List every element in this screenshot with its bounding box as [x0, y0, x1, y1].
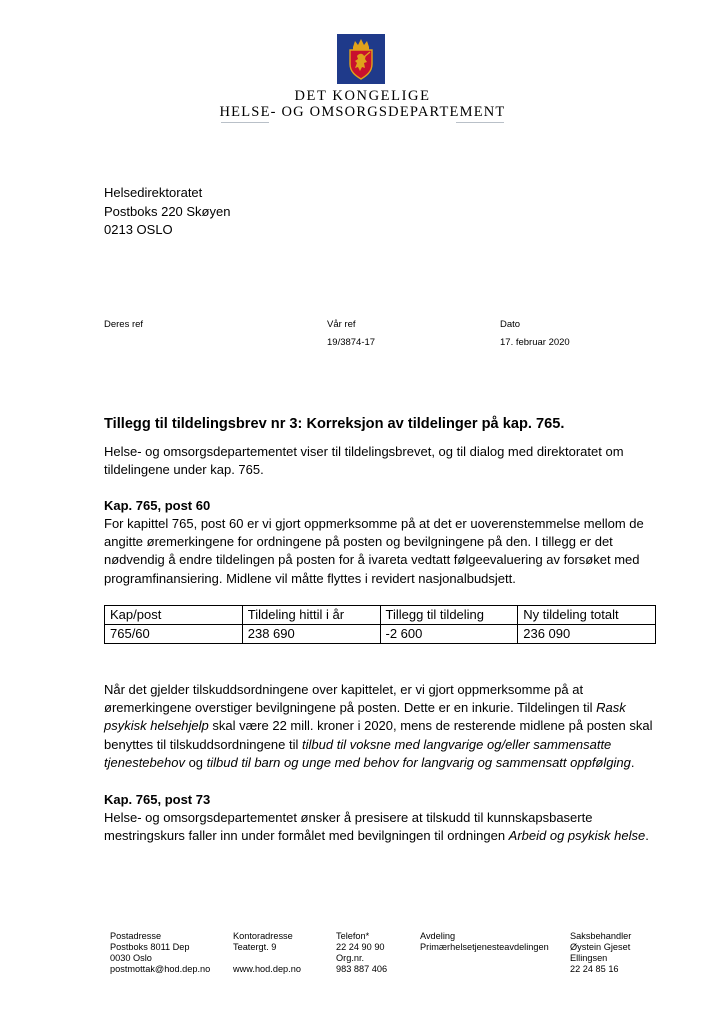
text-run: og — [184, 754, 207, 770]
footer-email: postmottak@hod.dep.no — [110, 964, 211, 974]
text-run: Når det gjelder tilskuddsordningene over kapittelet, er vi gjort oppmerksomme på at øremerkingene overstiger bevilgningene på posten. Dette er en inkurie. Tildelingen til — [104, 682, 597, 716]
footer-label: Saksbehandler — [570, 931, 632, 941]
deres-ref-label: Deres ref — [104, 319, 144, 330]
footer-line: 983 887 406 — [336, 964, 388, 974]
footer-website: www.hod.dep.no — [233, 964, 301, 974]
recipient-name: Helsedirektoratet — [104, 185, 203, 200]
recipient-city: 0213 OSLO — [104, 222, 173, 237]
text-run: . — [645, 828, 649, 844]
section-heading-post-73: Kap. 765, post 73 — [104, 792, 211, 807]
dato-value: 17. februar 2020 — [500, 337, 570, 348]
table-row — [105, 625, 656, 644]
table-header-cell: Tillegg til tildeling — [380, 606, 518, 625]
text-run: Helse- og omsorgsdepartementet ønsker å presisere at tilskudd til kunnskapsbaserte mestringskurs faller inn under formålet med bevilgningen til ordningen — [104, 810, 593, 844]
table-cell: -2 600 — [380, 625, 518, 644]
footer-line: 0030 Oslo — [110, 953, 152, 963]
section-text-post-60: For kapittel 765, post 60 er vi gjort oppmerksomme på at det er uoverenstemmelse mellom de angitte øremerkingene for ordningene på posten og bevilgningene på den. I tillegg er det nødvendig å endre tildelingen på posten for å ivareta vedtatt følgeevaluering av forsøket med programfinansiering. Midlene vil måtte flyttes i revidert nasjonalbudsjett. — [104, 516, 644, 586]
header-rule-left — [221, 122, 269, 123]
table-header-cell: Ny tildeling totalt — [518, 606, 656, 625]
intro-paragraph: Helse- og omsorgsdepartementet viser til tildelingsbrevet, og til dialog med direktoratet om tildelingene under kap. 765. — [104, 444, 624, 478]
footer-line: Teatergt. 9 — [233, 942, 277, 952]
text-run: skal være 22 mill. kroner i 2020, mens de resterende midlene på posten skal benyttes til tilskuddsordningene til — [104, 718, 653, 752]
italic-run: Rask psykisk helsehjelp — [104, 700, 626, 734]
footer-label: Postadresse — [110, 931, 162, 941]
footer-line: Ellingsen — [570, 953, 608, 963]
footer-line: Øystein Gjeset — [570, 942, 631, 952]
footer-label: Avdeling — [420, 931, 456, 941]
table-cell: 236 090 — [518, 625, 656, 644]
table-cell: 238 690 — [242, 625, 380, 644]
dato-label: Dato — [500, 319, 521, 330]
department-line-1: DET KONGELIGE — [294, 88, 431, 104]
footer-line — [233, 953, 301, 964]
footer-avdeling — [420, 931, 549, 953]
footer-telefon — [336, 931, 387, 975]
tilskudd-paragraph — [104, 681, 664, 772]
table-header-cell: Tildeling hittil i år — [242, 606, 380, 625]
table-header-cell: Kap/post — [105, 606, 243, 625]
footer-label: Telefon* — [336, 931, 370, 941]
section-heading-post-60: Kap. 765, post 60 — [104, 498, 211, 513]
footer-line: Org.nr. — [336, 953, 365, 963]
header-rule-right — [456, 122, 504, 123]
department-line-2: HELSE- OG OMSORGSDEPARTEMENT — [219, 104, 506, 120]
italic-run: tilbud til voksne med langvarige og/eller sammensatte tjenestebehov — [104, 736, 612, 770]
footer-label: Kontoradresse — [233, 931, 293, 941]
footer-line: Primærhelsetjenesteavdelingen — [420, 942, 549, 952]
letter-title: Tillegg til tildelingsbrev nr 3: Korreksjon av tildelinger på kap. 765. — [104, 416, 565, 432]
footer-kontoradresse — [233, 931, 301, 975]
footer-saksbehandler — [570, 931, 631, 975]
footer-line: 22 24 85 16 — [570, 964, 619, 974]
var-ref-label: Vår ref — [327, 319, 356, 330]
recipient-address — [104, 184, 230, 240]
italic-run: tilbud til barn og unge med behov for langvarig og sammensatt oppfølging — [206, 754, 631, 770]
coat-of-arms-icon — [337, 34, 385, 84]
text-run: . — [630, 754, 635, 770]
allocation-table — [104, 605, 656, 644]
italic-run: Arbeid og psykisk helse — [508, 828, 646, 844]
section-text-post-73 — [104, 809, 664, 845]
recipient-street: Postboks 220 Skøyen — [104, 203, 231, 219]
footer-line: 22 24 90 90 — [336, 942, 385, 952]
footer-line: Postboks 8011 Dep — [110, 942, 190, 952]
table-cell: 765/60 — [105, 625, 243, 644]
var-ref-value: 19/3874-17 — [327, 337, 376, 348]
table-header-row — [105, 606, 656, 625]
footer-postadresse — [110, 931, 210, 975]
